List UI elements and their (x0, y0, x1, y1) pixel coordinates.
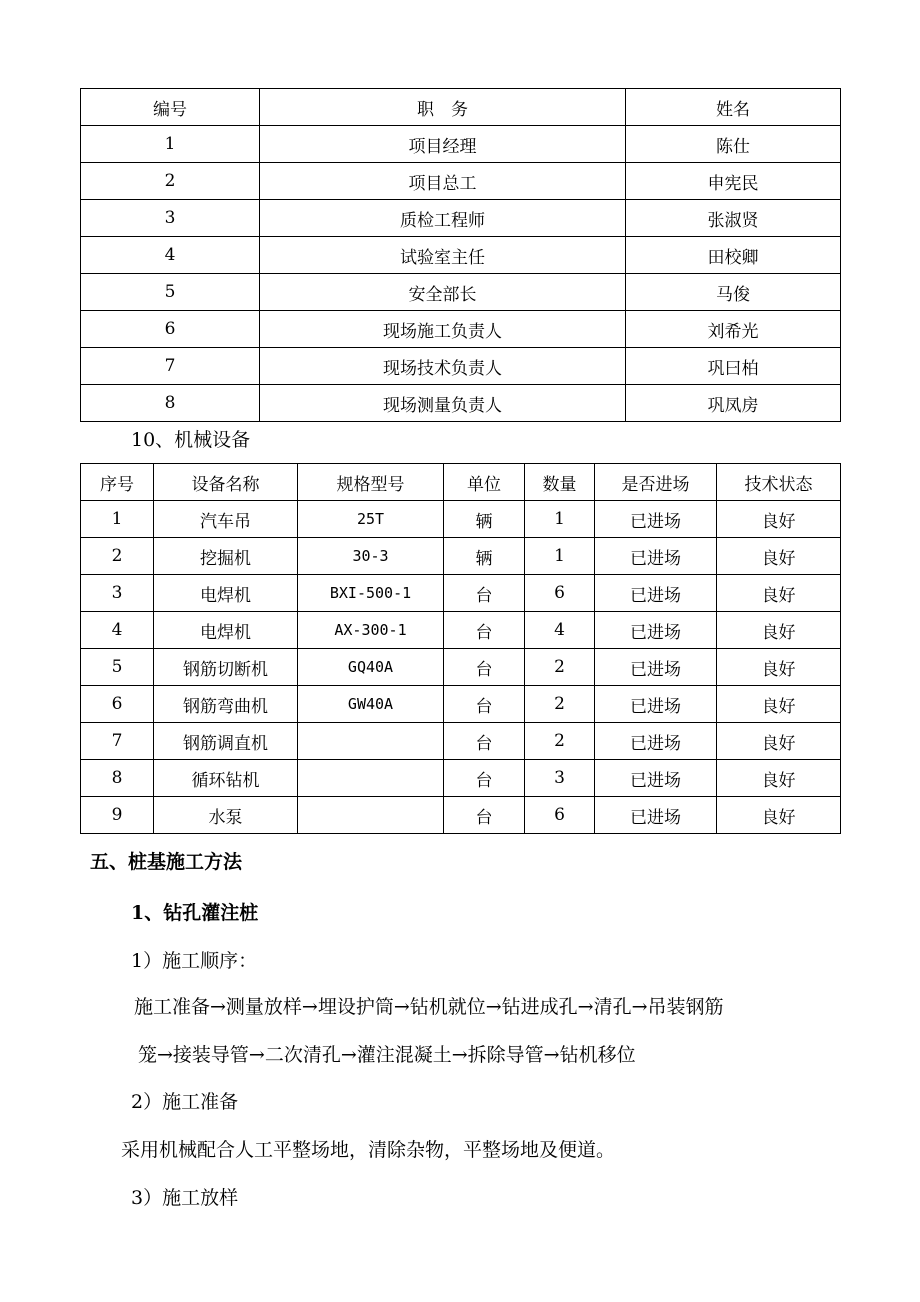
table-cell: 项目总工 (260, 163, 626, 200)
table-cell: 张淑贤 (626, 200, 841, 237)
table-row (81, 760, 841, 797)
section-heading: 五、桩基施工方法 (90, 851, 243, 873)
table-row (81, 686, 841, 723)
table-cell: 台 (444, 797, 525, 834)
table-cell: 7 (81, 348, 260, 385)
table-cell: 1 (81, 501, 154, 538)
table-row (81, 797, 841, 834)
table-cell: 8 (81, 760, 154, 797)
table-cell: 6 (525, 797, 595, 834)
table-cell: 陈仕 (626, 126, 841, 163)
step3-title: 3）施工放样 (131, 1187, 239, 1209)
table-cell: 台 (444, 575, 525, 612)
table-cell: 已进场 (595, 797, 717, 834)
table-cell: 2 (525, 649, 595, 686)
table-row (81, 723, 841, 760)
step1-line1: 施工准备→测量放样→埋设护筒→钻机就位→钻进成孔→清孔→吊装钢筋 (134, 996, 724, 1018)
table-cell: 电焊机 (154, 612, 298, 649)
table-cell: 良好 (717, 612, 841, 649)
step2-text: 采用机械配合人工平整场地，清除杂物，平整场地及便道。 (121, 1139, 616, 1161)
table-cell: GW40A (298, 686, 444, 723)
table-cell: 台 (444, 760, 525, 797)
header-cell: 规格型号 (298, 464, 444, 501)
table-cell: 已进场 (595, 538, 717, 575)
table-cell: 良好 (717, 723, 841, 760)
table-cell: 挖掘机 (154, 538, 298, 575)
step1-line2: 笼→接装导管→二次清孔→灌注混凝土→拆除导管→钻机移位 (138, 1044, 636, 1066)
table-cell: 已进场 (595, 501, 717, 538)
table-cell: 4 (81, 237, 260, 274)
table-cell: 台 (444, 686, 525, 723)
table-row (81, 126, 841, 163)
staff-table (80, 88, 841, 422)
table-cell: 1 (81, 126, 260, 163)
table-row (81, 538, 841, 575)
table-cell: 安全部长 (260, 274, 626, 311)
table-cell: 循环钻机 (154, 760, 298, 797)
table-cell: 3 (81, 200, 260, 237)
table-cell (298, 723, 444, 760)
table-cell: 现场技术负责人 (260, 348, 626, 385)
table-cell: 已进场 (595, 612, 717, 649)
table-cell: 良好 (717, 538, 841, 575)
table-cell: 6 (525, 575, 595, 612)
table-cell: 3 (81, 575, 154, 612)
table-cell: 1 (525, 501, 595, 538)
sub-heading: 1、钻孔灌注桩 (131, 902, 259, 924)
table-header-row (81, 464, 841, 501)
table-cell: 质检工程师 (260, 200, 626, 237)
table-row (81, 274, 841, 311)
table-row (81, 200, 841, 237)
table-cell: 汽车吊 (154, 501, 298, 538)
table-cell: 7 (81, 723, 154, 760)
table-cell: AX-300-1 (298, 612, 444, 649)
table-cell: 辆 (444, 538, 525, 575)
table-row (81, 163, 841, 200)
header-cell: 编号 (81, 89, 260, 126)
table-cell: 25T (298, 501, 444, 538)
step2-title: 2）施工准备 (131, 1091, 239, 1113)
table-cell: 6 (81, 686, 154, 723)
table-cell: 2 (81, 163, 260, 200)
table-cell: 现场施工负责人 (260, 311, 626, 348)
table-cell: 5 (81, 274, 260, 311)
table-cell: 4 (525, 612, 595, 649)
table-cell: 1 (525, 538, 595, 575)
table-cell: 良好 (717, 797, 841, 834)
table-cell: BXI-500-1 (298, 575, 444, 612)
table-cell: 田校卿 (626, 237, 841, 274)
table-cell: 钢筋切断机 (154, 649, 298, 686)
header-cell: 数量 (525, 464, 595, 501)
equipment-table (80, 463, 841, 834)
table-cell: 申宪民 (626, 163, 841, 200)
table-row (81, 575, 841, 612)
table-cell: 2 (525, 686, 595, 723)
table-cell: GQ40A (298, 649, 444, 686)
table-cell: 良好 (717, 649, 841, 686)
table-cell: 已进场 (595, 723, 717, 760)
table-cell: 2 (525, 723, 595, 760)
table-cell: 30-3 (298, 538, 444, 575)
header-cell: 单位 (444, 464, 525, 501)
table-cell: 良好 (717, 501, 841, 538)
table-row (81, 612, 841, 649)
table-cell: 辆 (444, 501, 525, 538)
table-cell: 现场测量负责人 (260, 385, 626, 422)
table-cell: 8 (81, 385, 260, 422)
table-cell (298, 797, 444, 834)
table-cell: 6 (81, 311, 260, 348)
table-cell: 项目经理 (260, 126, 626, 163)
table-cell: 电焊机 (154, 575, 298, 612)
table-row (81, 237, 841, 274)
table-cell: 良好 (717, 760, 841, 797)
table-cell: 2 (81, 538, 154, 575)
header-cell: 姓名 (626, 89, 841, 126)
header-cell: 序号 (81, 464, 154, 501)
table-cell: 台 (444, 649, 525, 686)
table-header-row (81, 89, 841, 126)
table-row (81, 348, 841, 385)
table-cell: 良好 (717, 575, 841, 612)
table-cell: 刘希光 (626, 311, 841, 348)
table-row (81, 385, 841, 422)
table-cell: 良好 (717, 686, 841, 723)
table-cell: 台 (444, 612, 525, 649)
table-cell: 5 (81, 649, 154, 686)
table-row (81, 311, 841, 348)
table-cell: 试验室主任 (260, 237, 626, 274)
table-cell: 钢筋调直机 (154, 723, 298, 760)
table-cell: 4 (81, 612, 154, 649)
table-cell: 已进场 (595, 649, 717, 686)
table-cell (298, 760, 444, 797)
table-cell: 水泵 (154, 797, 298, 834)
step1-title: 1）施工顺序： (131, 950, 258, 972)
table-cell: 已进场 (595, 575, 717, 612)
table-cell: 已进场 (595, 686, 717, 723)
table-cell: 已进场 (595, 760, 717, 797)
table-cell: 巩凤房 (626, 385, 841, 422)
table-cell: 台 (444, 723, 525, 760)
table-cell: 马俊 (626, 274, 841, 311)
header-cell: 技术状态 (717, 464, 841, 501)
header-cell: 设备名称 (154, 464, 298, 501)
table-cell: 3 (525, 760, 595, 797)
equipment-heading: 10、机械设备 (131, 429, 251, 451)
header-cell: 是否进场 (595, 464, 717, 501)
table-row (81, 501, 841, 538)
header-cell: 职 务 (260, 89, 626, 126)
table-cell: 巩曰柏 (626, 348, 841, 385)
table-cell: 9 (81, 797, 154, 834)
table-cell: 钢筋弯曲机 (154, 686, 298, 723)
table-row (81, 649, 841, 686)
